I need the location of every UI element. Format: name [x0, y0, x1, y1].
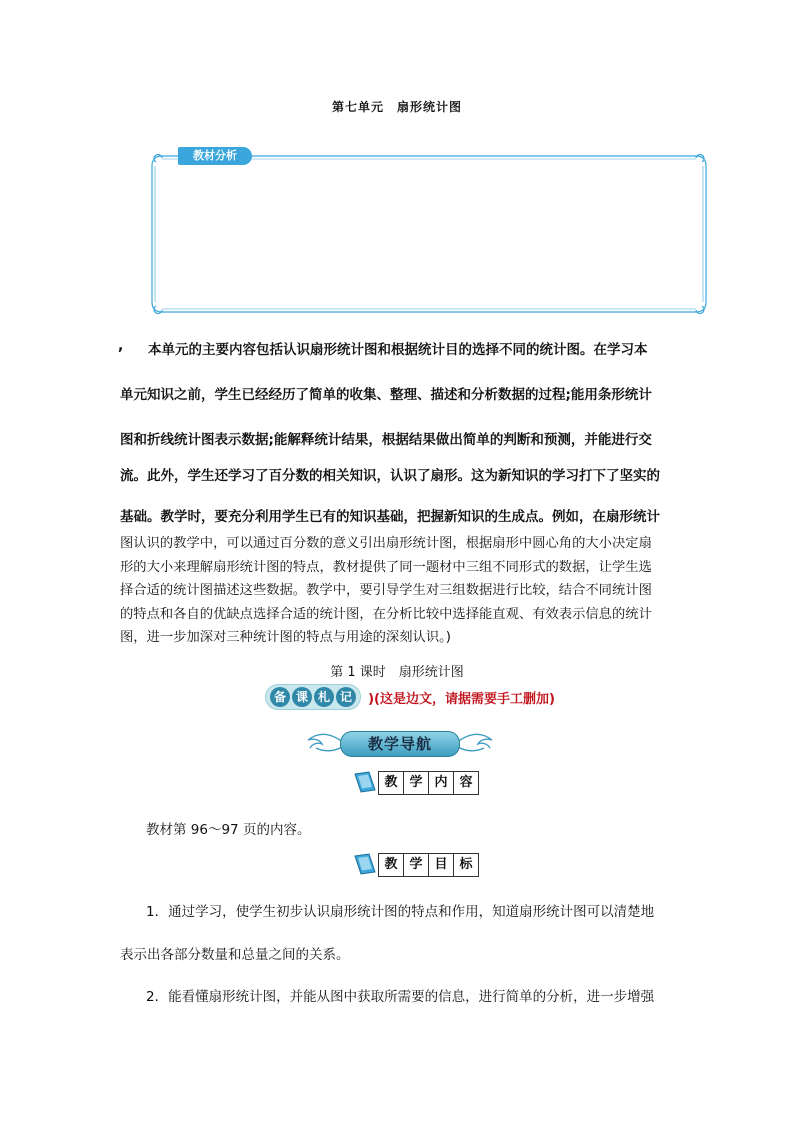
beike-char: 札 [314, 687, 334, 707]
dense-line-2: 形的大小来理解扇形统计图的特点，教材提供了同一题材中三组不同形式的数据，让学生选 [120, 559, 652, 575]
goal-1-line-2: 表示出各部分数量和总量之间的关系。 [120, 947, 350, 963]
heading-char: 目 [428, 853, 454, 877]
intro-line-2: 单元知识之前，学生已经经历了简单的收集、整理、描述和分析数据的过程;能用条形统计 [120, 387, 652, 403]
heading-char: 学 [403, 771, 429, 795]
beike-char: 记 [336, 687, 356, 707]
intro-line-3: 图和折线统计图表示数据;能解释统计结果，根据结果做出简单的判断和预测，并能进行交 [120, 432, 652, 448]
intro-line-1: 本单元的主要内容包括认识扇形统计图和根据统计目的选择不同的统计图。在学习本 [148, 342, 648, 358]
heading-char: 标 [453, 853, 479, 877]
content-text: 教材第 96～97 页的内容。 [146, 822, 311, 838]
dense-line-4: 的特点和各自的优缺点选择合适的统计图，在分析比较中选择能直观、有效表示信息的统计 [120, 606, 652, 622]
beike-char: 课 [292, 687, 312, 707]
intro-line-4: 流。此外，学生还学习了百分数的相关知识，认识了扇形。这为新知识的学习打下了坚实的 [120, 468, 660, 484]
heading-char: 内 [428, 771, 454, 795]
book-icon [353, 852, 377, 876]
goal-1-line-1: 1．通过学习，使学生初步认识扇形统计图的特点和作用，知道扇形统计图可以清楚地 [146, 904, 655, 920]
dense-line-3: 择合适的统计图描述这些数据。教学中，要引导学生对三组数据进行比较，结合不同统计图 [120, 583, 652, 598]
beike-badge [265, 684, 361, 710]
lesson-title: 第 1 课时 扇形统计图 [330, 665, 464, 680]
unit-title: 第七单元 扇形统计图 [331, 100, 462, 114]
analysis-frame-border [148, 148, 710, 320]
beike-row [265, 684, 555, 714]
nav-banner-label: 教学导航 [340, 731, 460, 757]
book-icon [353, 770, 377, 794]
beike-char: 备 [270, 687, 290, 707]
content-section-heading [353, 770, 483, 796]
heading-char: 教 [378, 771, 404, 795]
analysis-frame [148, 148, 710, 320]
goals-section-heading [353, 852, 483, 878]
lead-comma: , [118, 338, 124, 354]
heading-char: 教 [378, 853, 404, 877]
analysis-tag: 教材分析 [178, 147, 252, 165]
teaching-nav-banner [300, 728, 500, 758]
heading-char: 学 [403, 853, 429, 877]
heading-char: 容 [453, 771, 479, 795]
dense-line-1: 图认识的教学中，可以通过百分数的意义引出扇形统计图，根据扇形中圆心角的大小决定扇 [120, 536, 652, 551]
beike-note: )(这是边文，请据需要手工删加) [368, 691, 555, 707]
dense-line-5: 图，进一步加深对三种统计图的特点与用途的深刻认识。) [120, 630, 451, 645]
goal-2-line-1: 2．能看懂扇形统计图，并能从图中获取所需要的信息，进行简单的分析，进一步增强 [146, 989, 655, 1005]
intro-dense-paragraph [120, 532, 680, 650]
intro-line-5: 基础。教学时，要充分利用学生已有的知识基础，把握新知识的生成点。例如，在扇形统计 [120, 509, 660, 525]
